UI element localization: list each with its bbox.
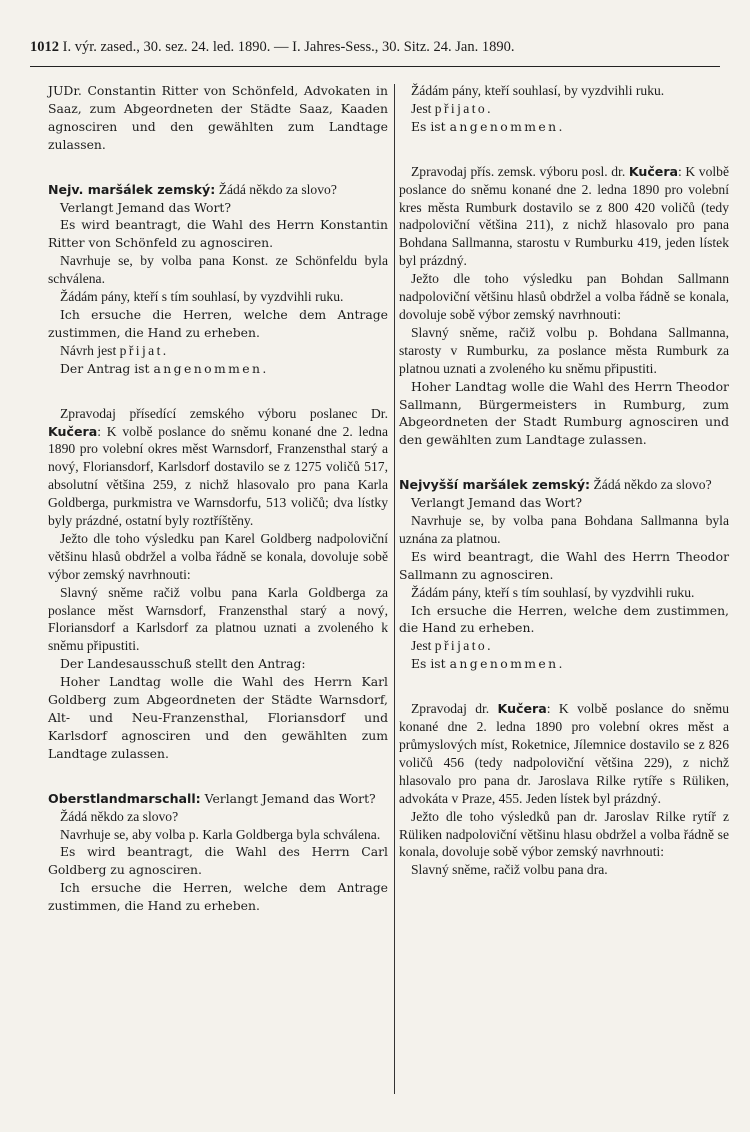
paragraph: Es wird beantragt, die Wahl des Herrn Konstantin Ritter von Schönfeld zu agnosciren. [48,217,388,251]
paragraph: Navrhuje se, by volba pana Bohdana Sallmanna byla uznána za platnou. [399,513,729,546]
speaker-name: Kučera [497,701,547,717]
paragraph: Hoher Landtag wolle die Wahl des Herrn Karl Goldberg zum Abgeordneten der Städte Warnsdorf, Alt- und Neu-Franzensthal, Floriansdorf und Karlsdorf agnosciren und den gewählten zum Landtage zulassen. [48,674,388,761]
paragraph: Ježto dle toho výsledku pan Bohdan Sallmann nadpoloviční většinu hlasů obdržel a volba řádně se konala, dovoluje sobě výbor zemský navrhnouti: [399,271,729,322]
paragraph: Žádá někdo za slovo? [60,808,179,824]
speaker-name: Oberstlandmarschall: [48,790,201,806]
page-number: 1012 [30,39,59,55]
paragraph: Nejv. maršálek zemský: Žádá někdo za slovo? [48,181,337,197]
paragraph: Navrhuje se, aby volba p. Karla Goldberga byla schválena. [60,826,381,842]
paragraph: Žádám pány, kteří s tím souhlasí, by vyzdvihli ruku. [60,289,344,305]
paragraph: Ježto dle toho výsledku pan Karel Goldberg nadpoloviční většinu hlasů obdržel a volba řádně se konala, dovoluje sobě výbor zemský navrhnouti: [48,530,388,582]
paragraph: Der Landesausschuß stellt den Antrag: [60,656,306,672]
paragraph: Ich ersuche die Herren, welche dem zustimmen, die Hand zu erheben. [399,602,729,636]
running-title: I. výr. zased., 30. sez. 24. led. 1890. — I. Jahres-Sess., 30. Sitz. 24. Jan. 1890. [62,39,515,55]
paragraph: Es ist angenommen. [411,656,565,672]
paragraph: Jest přijato. [411,100,493,116]
paragraph: Oberstlandmarschall: Verlangt Jemand das Wort? [48,790,376,806]
paragraph: Slavný sněme, račiž volbu pana dra. [411,862,608,878]
paragraph: Ich ersuche die Herren, welche dem Antrage zustimmen, die Hand zu erheben. [48,880,388,914]
paragraph: Ježto dle toho výsledků pan dr. Jaroslav Rilke rytíř z Rüliken nadpoloviční většinu hlasu obdržel a volba řádně se konala, dovoluje sobě výbor zemský navrhnouti: [399,808,729,860]
page-header [30,38,720,64]
left-column [48,82,388,915]
right-column [399,82,729,879]
paragraph: Navrhuje se, by volba pana Konst. ze Schönfeldu byla schválena. [48,253,388,287]
paragraph: Návrh jest přijat. [60,342,169,358]
paragraph: Nejvyšší maršálek zemský: Žádá někdo za slovo? [399,477,712,493]
paragraph: Slavný sněme račiž volbu pana Karla Goldberga za poslance měst Warnsdorf, Franzensthal starý a nový, Floriansdorf a Karlsdorf za platnou uznati a zvoleného k sněmu připustiti. [48,584,388,654]
header-rule [30,66,720,67]
paragraph: Es wird beantragt, die Wahl des Herrn Carl Goldberg zu agnosciren. [48,844,388,878]
paragraph: Žádám pány, kteří souhlasí, by vyzdvihli ruku. [411,83,665,98]
paragraph: Žádám pány, kteří s tím souhlasí, by vyzdvihli ruku. [411,584,695,600]
paragraph: Verlangt Jemand das Wort? [411,495,583,511]
paragraph: Slavný sněme, račiž volbu p. Bohdana Sallmanna, starosty v Rumburku, za poslance města Rumburk za platnou uznati a zvoleného ku sněmu připustiti. [399,324,729,376]
paragraph: JUDr. Constantin Ritter von Schönfeld, Advokaten in Saaz, zum Abgeordneten der Städte Saaz, Kaaden agnosciren und den gewählten zum Landtage zulassen. [48,83,388,152]
paragraph: Zpravodaj dr. Kučera: K volbě poslance do sněmu konané dne 2. ledna 1890 pro volební okres měst a průmyslových míst, Roketnice, Jílemnice dostavilo se z 826 voličů 456 (tedy nadpoloviční většina 229), z nichž hlasovalo pro pana dr. Jaroslava Rilke rytíře s Rüliken, advokáta v Praze, 455. Jeden lístek byl prázdný. [399,701,729,806]
paragraph: Der Antrag ist angenommen. [60,360,269,376]
paragraph: Hoher Landtag wolle die Wahl des Herrn Theodor Sallmann, Bürgermeisters in Rumburg, zum Abgeordneten der Stadt Rumburg agnosciren und den gewählten zum Landtage zulassen. [399,378,729,448]
paragraph: Zpravodaj přís. zemsk. výboru posl. dr. Kučera: K volbě poslance do sněmu konané dne 2. ledna 1890 pro volební kres města Rumburk dostavilo se z 800 420 voličů (tedy nadpoloviční většina 211), z nichž hlasovalo pro pana Bohdana Sallmanna, starostu v Rumburku 419, jeden lístek byl prázdný. [399,163,730,269]
paragraph: Es ist angenommen. [411,118,565,134]
paragraph: Zpravodaj přísedící zemského výboru poslanec Dr. Kučera: K volbě poslance do sněmu konané dne 2. ledna 1890 pro volební okres měst Warnsdorf, Franzensthal starý a nový, Floriansdorf, Karlsdorf dostavilo se z 1275 voličů 517, absolutní většina 259, z nichž hlasovalo pro pana Karla Goldberga, purkmistra ve Warnsdorfu, 513 voličů; dva lístky byly prázdné, ostatní byly roztříštěny. [48,405,388,529]
paragraph: Verlangt Jemand das Wort? [60,199,232,215]
column-divider [394,84,395,1094]
speaker-name: Kučera [48,423,98,439]
paragraph: Es wird beantragt, die Wahl des Herrn Theodor Sallmann zu agnosciren. [399,548,729,582]
speaker-name: Nejv. maršálek zemský: [48,181,216,197]
speaker-name: Kučera [628,163,679,179]
paragraph: Jest přijato. [411,638,493,654]
speaker-name: Nejvyšší maršálek zemský: [399,477,591,493]
paragraph: Ich ersuche die Herren, welche dem Antrage zustimmen, die Hand zu erheben. [48,306,388,340]
